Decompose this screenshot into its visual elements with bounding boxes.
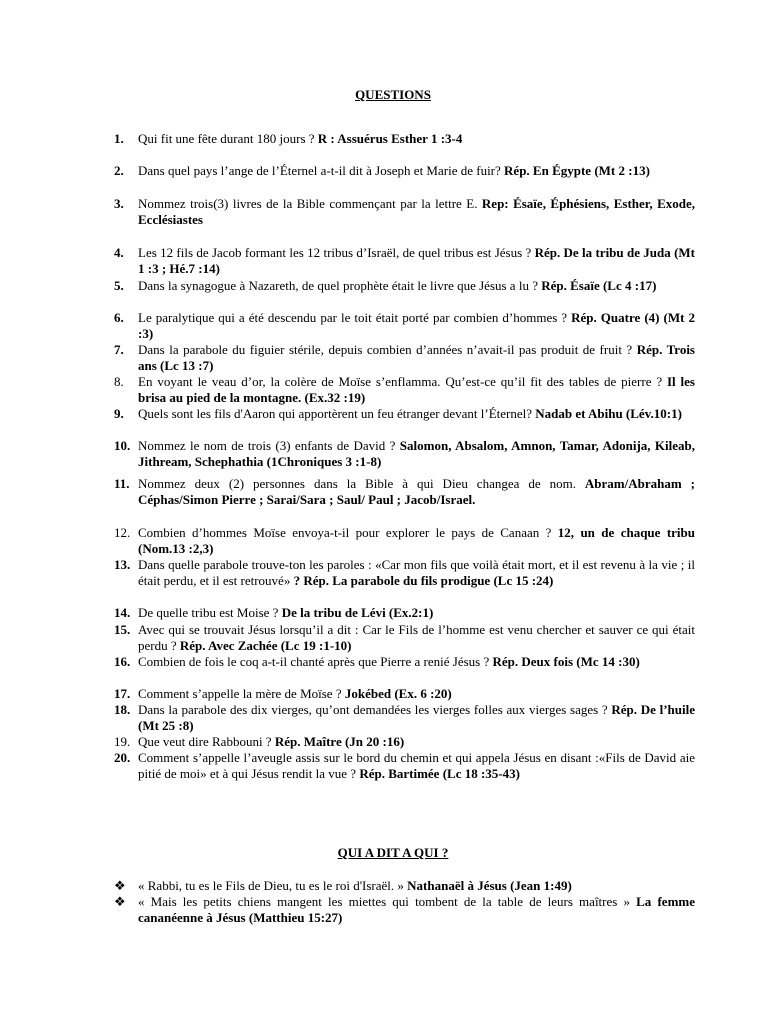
question-number: 16. — [114, 654, 131, 669]
question-body — [138, 476, 695, 508]
question-text: Dans la parabole des dix vierges, qu’ont demandées les vierges folles aux vierges sages ? — [138, 702, 612, 717]
question-body — [138, 734, 695, 750]
question-answer: Rep: Ésaïe, Éphésiens, Esther, Exode, Ecclésiastes — [138, 196, 695, 227]
questions-heading: QUESTIONS — [355, 87, 431, 102]
question-body — [138, 278, 695, 294]
question-item — [114, 525, 695, 557]
question-text: Dans quel pays l’ange de l’Éternel a-t-il dit à Joseph et Marie de fuir? — [138, 163, 505, 178]
question-body — [138, 702, 695, 734]
question-body — [138, 342, 695, 374]
question-body — [138, 654, 695, 670]
question-number: 4. — [114, 245, 124, 260]
quote-body — [138, 894, 695, 926]
question-answer: Jokébed (Ex. 6 :20) — [344, 686, 452, 701]
question-item — [114, 131, 695, 147]
question-text: Le paralytique qui a été descendu par le toit était porté par combien d’hommes ? — [138, 310, 572, 325]
question-body — [138, 131, 695, 147]
quote-text: « Mais les petits chiens mangent les miettes qui tombent de la table de leurs maîtres » — [138, 894, 637, 909]
question-text: En voyant le veau d’or, la colère de Moïse s’enflamma. Qu’est-ce qu’il fit des tables de pierre ? — [138, 374, 667, 389]
question-number: 2. — [114, 163, 124, 178]
question-answer: Salomon, Absalom, Amnon, Tamar, Adonija, Kileab, Jithream, Schephathia (1Chroniques 3 :1-8) — [138, 438, 695, 469]
question-answer: Rép. Quatre (4) (Mt 2 :3) — [138, 310, 695, 341]
question-text: Que veut dire Rabbouni ? — [138, 734, 275, 749]
quote-item — [114, 878, 695, 894]
question-text: Dans la synagogue à Nazareth, de quel prophète était le livre que Jésus a lu ? — [138, 278, 542, 293]
question-number: 18. — [114, 702, 131, 717]
question-item — [114, 245, 695, 277]
question-answer: Rép. En Égypte (Mt 2 :13) — [504, 163, 650, 178]
diamond-bullet-icon: ❖ — [114, 894, 126, 909]
question-text: Combien d’hommes Moïse envoya-t-il pour explorer le pays de Canaan ? — [138, 525, 558, 540]
question-text: Les 12 fils de Jacob formant les 12 tribus d’Israël, de quel tribus est Jésus ? — [138, 245, 535, 260]
question-body — [138, 406, 695, 422]
question-body — [138, 557, 695, 589]
question-body — [138, 163, 695, 179]
question-body — [138, 196, 695, 228]
question-item — [114, 557, 695, 589]
question-number: 3. — [114, 196, 124, 211]
question-number: 5. — [114, 278, 124, 293]
question-body — [138, 245, 695, 277]
question-number: 11. — [114, 476, 130, 491]
question-number: 15. — [114, 622, 131, 637]
question-number: 14. — [114, 605, 131, 620]
question-number: 13. — [114, 557, 131, 572]
quote-item — [114, 894, 695, 926]
diamond-bullet-icon: ❖ — [114, 878, 126, 893]
question-body — [138, 374, 695, 406]
question-item — [114, 406, 695, 422]
question-number: 20. — [114, 750, 131, 765]
question-number: 9. — [114, 406, 124, 421]
quote-text: « Rabbi, tu es le Fils de Dieu, tu es le roi d'Israël. » — [138, 878, 408, 893]
question-answer: 12, un de chaque tribu (Nom.13 :2,3) — [138, 525, 695, 556]
question-body — [138, 750, 695, 782]
question-number: 10. — [114, 438, 131, 453]
question-number: 7. — [114, 342, 124, 357]
quote-answer: Nathanaël à Jésus (Jean 1:49) — [407, 878, 572, 893]
question-answer: Rép. Bartimée (Lc 18 :35-43) — [359, 766, 520, 781]
question-number: 12. — [114, 525, 131, 540]
question-answer: Rép. Maître (Jn 20 :16) — [274, 734, 405, 749]
question-body — [138, 686, 695, 702]
question-body — [138, 310, 695, 342]
question-text: Nommez le nom de trois (3) enfants de David ? — [138, 438, 400, 453]
question-number: 1. — [114, 131, 124, 146]
question-text: Dans quelle parabole trouve-ton les paroles : «Car mon fils que voilà était mort, et il est revenu à la vie ; il était perdu, et il est retrouvé» — [138, 557, 695, 588]
question-answer: Rép. De la tribu de Juda (Mt 1 :3 ; Hé.7 :14) — [138, 245, 696, 276]
question-answer: Il les brisa au pied de la montagne. (Ex.32 :19) — [138, 374, 695, 405]
question-answer: Nadab et Abihu (Lév.10:1) — [535, 406, 682, 421]
qui-a-dit-heading: QUI A DIT A QUI ? — [337, 845, 449, 860]
question-item — [114, 196, 695, 228]
question-item — [114, 622, 695, 654]
question-item — [114, 310, 695, 342]
question-text: Comment s’appelle la mère de Moïse ? — [138, 686, 345, 701]
question-answer: Rép. Avec Zachée (Lc 19 :1-10) — [179, 638, 352, 653]
question-item — [114, 702, 695, 734]
question-text: Qui fit une fête durant 180 jours ? — [138, 131, 318, 146]
question-body — [138, 525, 695, 557]
question-item — [114, 163, 695, 179]
question-body — [138, 438, 695, 470]
question-answer: Rép. Trois ans (Lc 13 :7) — [138, 342, 695, 373]
question-text: Nommez trois(3) livres de la Bible commençant par la lettre E. — [138, 196, 482, 211]
question-text: Avec qui se trouvait Jésus lorsqu’il a dit : Car le Fils de l’homme est venu chercher et sauver ce qui était perdu ? — [138, 622, 695, 653]
question-body — [138, 622, 695, 654]
question-answer: Abram/Abraham ; Céphas/Simon Pierre ; Sarai/Sara ; Saul/ Paul ; Jacob/Israel. — [138, 476, 695, 507]
question-item — [114, 686, 695, 702]
quote-answer: La femme cananéenne à Jésus (Matthieu 15:27) — [138, 894, 695, 925]
question-answer: R : Assuérus Esther 1 :3-4 — [317, 131, 463, 146]
question-text: Comment s’appelle l’aveugle assis sur le bord du chemin et qui appela Jésus en disant :«Fils de David aie pitié de moi» et à qui Jésus rendit la vue ? — [138, 750, 695, 781]
quote-body — [138, 878, 695, 894]
question-answer: De la tribu de Lévi (Ex.2:1) — [281, 605, 434, 620]
question-item — [114, 438, 695, 470]
question-number: 8. — [114, 374, 124, 389]
question-answer: Rép. Ésaïe (Lc 4 :17) — [541, 278, 657, 293]
question-number: 6. — [114, 310, 124, 325]
question-text: Combien de fois le coq a-t-il chanté après que Pierre a renié Jésus ? — [138, 654, 493, 669]
question-text: Nommez deux (2) personnes dans la Bible à qui Dieu changea de nom. — [138, 476, 585, 491]
question-item — [114, 342, 695, 374]
question-item — [114, 374, 695, 406]
question-item — [114, 278, 695, 294]
question-item — [114, 476, 695, 508]
question-text: Dans la parabole du figuier stérile, depuis combien d’années n’avait-il pas produit de fruit ? — [138, 342, 637, 357]
question-answer: Rép. De l’huile (Mt 25 :8) — [138, 702, 695, 733]
question-item — [114, 605, 695, 621]
question-body — [138, 605, 695, 621]
question-answer: Rép. Deux fois (Mc 14 :30) — [492, 654, 640, 669]
question-text: Quels sont les fils d'Aaron qui apportèrent un feu étranger devant l’Éternel? — [138, 406, 536, 421]
question-item — [114, 750, 695, 782]
question-text: De quelle tribu est Moise ? — [138, 605, 282, 620]
question-number: 17. — [114, 686, 131, 701]
question-item — [114, 734, 695, 750]
question-answer: ? Rép. La parabole du fils prodigue (Lc 15 :24) — [293, 573, 554, 588]
question-number: 19. — [114, 734, 131, 749]
question-item — [114, 654, 695, 670]
